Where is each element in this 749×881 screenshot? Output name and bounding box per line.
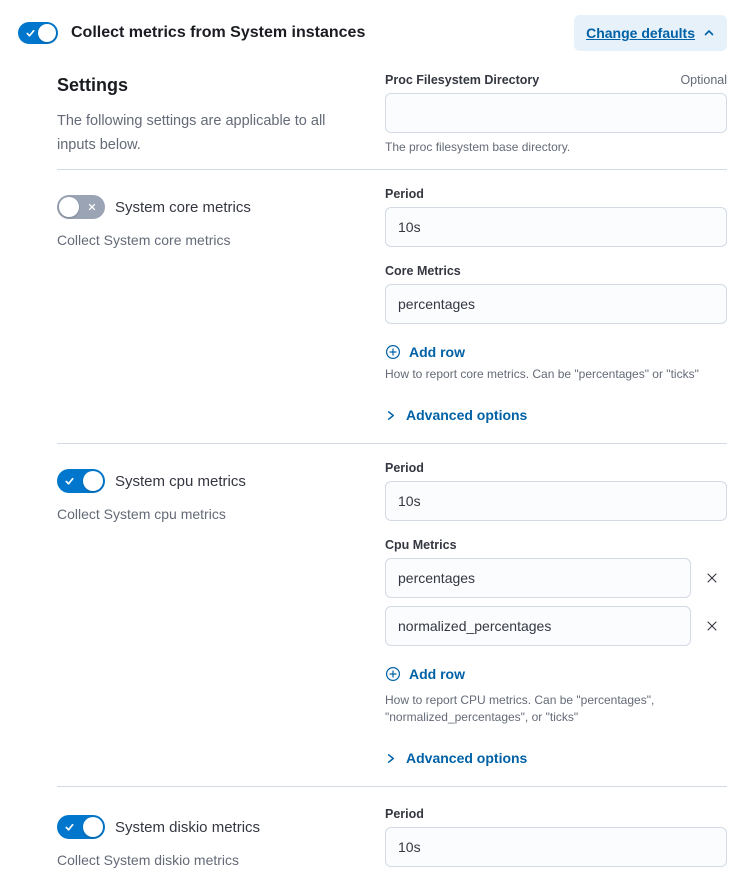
core-metrics-help: How to report core metrics. Can be "percentages" or "ticks" <box>385 367 699 381</box>
diskio-metrics-section <box>57 787 727 881</box>
optional-tag: Optional <box>680 73 727 87</box>
cpu-advanced-options-button[interactable] <box>385 750 527 766</box>
plus-in-circle-icon <box>385 344 401 360</box>
chevron-up-icon <box>703 27 715 39</box>
core-metrics-description: Collect System core metrics <box>57 232 231 248</box>
core-metrics-section <box>57 170 727 443</box>
core-advanced-options-label: Advanced options <box>406 407 528 423</box>
proc-filesystem-label: Proc Filesystem Directory <box>385 73 540 87</box>
diskio-period-input[interactable] <box>385 827 727 867</box>
cpu-metrics-title: System cpu metrics <box>115 472 246 490</box>
diskio-metrics-title: System diskio metrics <box>115 818 261 836</box>
cpu-advanced-options-label: Advanced options <box>406 750 528 766</box>
cpu-add-row-label: Add row <box>409 666 465 682</box>
core-metrics-toggle[interactable] <box>57 195 105 219</box>
diskio-metrics-description: Collect System diskio metrics <box>57 852 240 868</box>
core-period-input[interactable] <box>385 207 727 247</box>
cpu-metrics-row <box>385 606 727 646</box>
toggle-knob <box>59 197 79 217</box>
remove-row-button[interactable] <box>697 563 727 593</box>
chevron-right-icon <box>385 410 396 421</box>
change-defaults-button[interactable] <box>574 15 727 51</box>
page-title: Collect metrics from System instances <box>71 24 366 41</box>
x-icon <box>705 619 719 633</box>
remove-row-button[interactable] <box>697 611 727 641</box>
settings-heading: Settings <box>57 75 129 95</box>
cpu-period-field <box>385 461 727 521</box>
diskio-period-label: Period <box>385 807 424 821</box>
diskio-period-field <box>385 807 727 867</box>
check-icon <box>64 822 75 833</box>
cpu-metrics-label: Cpu Metrics <box>385 538 457 552</box>
core-advanced-options-button[interactable] <box>385 407 527 423</box>
cross-icon <box>87 202 97 212</box>
settings-section <box>57 56 727 169</box>
proc-filesystem-help: The proc filesystem base directory. <box>385 140 571 154</box>
check-icon <box>25 28 36 39</box>
diskio-metrics-toggle[interactable] <box>57 815 105 839</box>
core-metrics-field <box>385 264 727 324</box>
core-metrics-label: Core Metrics <box>385 264 461 278</box>
core-metrics-title: System core metrics <box>115 198 251 216</box>
cpu-metrics-row-input[interactable] <box>385 558 691 598</box>
check-icon <box>64 476 75 487</box>
cpu-metrics-description: Collect System cpu metrics <box>57 506 226 522</box>
cpu-metrics-row-input[interactable] <box>385 606 691 646</box>
core-add-row-button[interactable] <box>385 344 465 360</box>
cpu-metrics-section <box>57 444 727 786</box>
cpu-metrics-help: How to report CPU metrics. Can be "percentages", "normalized_percentages", or "ticks" <box>385 693 655 724</box>
cpu-metrics-toggle[interactable] <box>57 469 105 493</box>
cpu-metrics-field <box>385 538 727 646</box>
cpu-metrics-row <box>385 558 727 598</box>
toggle-knob <box>83 817 103 837</box>
settings-description: The following settings are applicable to all inputs below. <box>57 113 326 153</box>
plus-in-circle-icon <box>385 666 401 682</box>
core-metrics-row-input[interactable] <box>385 284 727 324</box>
collect-metrics-toggle[interactable] <box>18 22 58 44</box>
header <box>0 0 749 56</box>
proc-filesystem-field <box>385 73 727 156</box>
cpu-period-label: Period <box>385 461 424 475</box>
cpu-period-input[interactable] <box>385 481 727 521</box>
toggle-knob <box>38 24 56 42</box>
proc-filesystem-input[interactable] <box>385 93 727 133</box>
core-period-label: Period <box>385 187 424 201</box>
core-period-field <box>385 187 727 247</box>
core-add-row-label: Add row <box>409 344 465 360</box>
toggle-knob <box>83 471 103 491</box>
x-icon <box>705 571 719 585</box>
cpu-add-row-button[interactable] <box>385 666 465 682</box>
chevron-right-icon <box>385 753 396 764</box>
change-defaults-label: Change defaults <box>586 25 695 41</box>
